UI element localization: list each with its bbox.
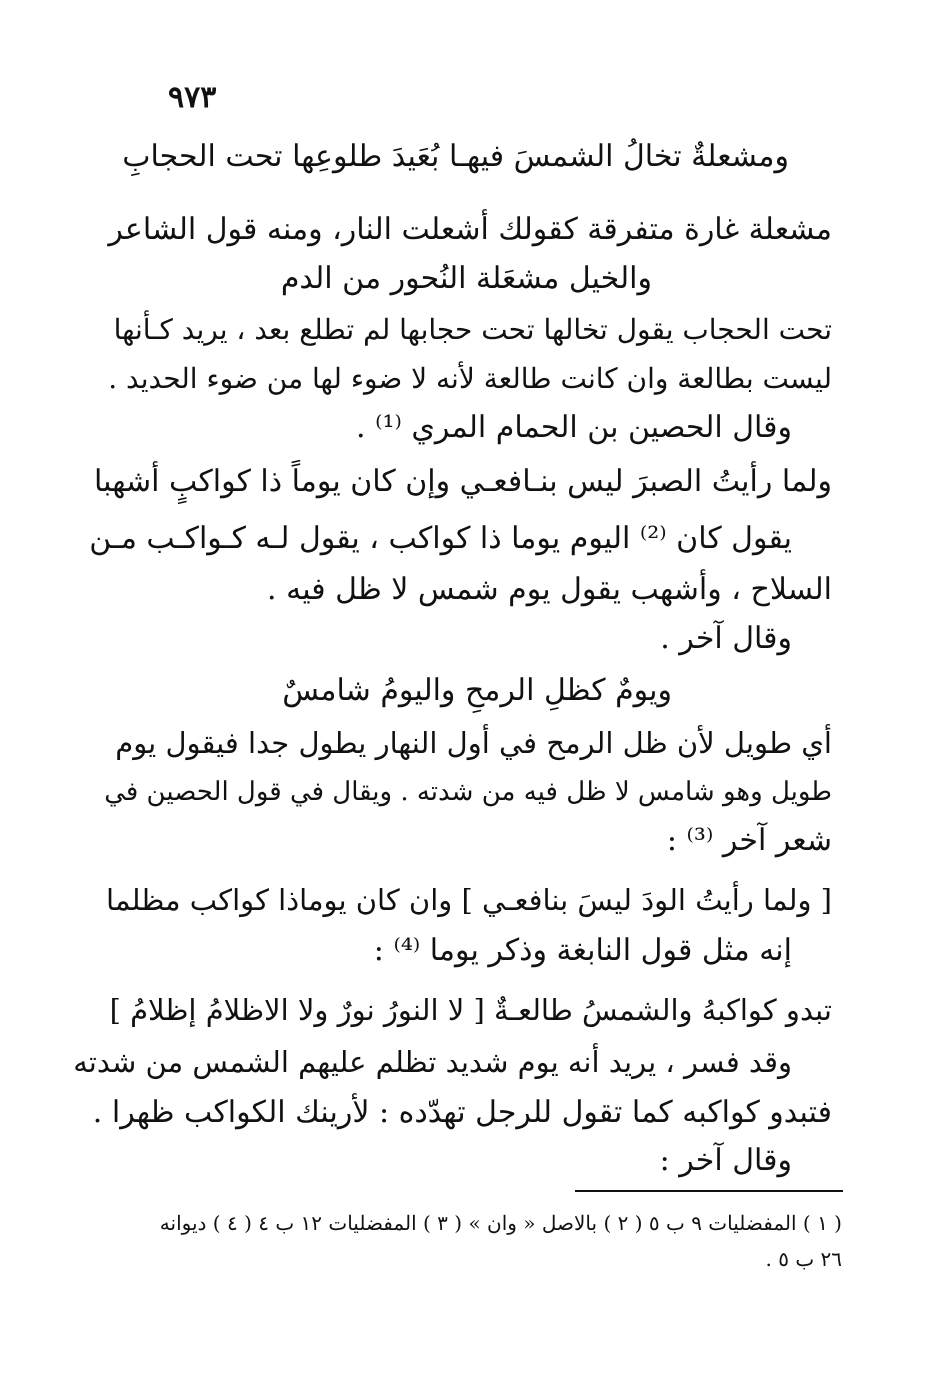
verse-line: ويومٌ كظلِ الرمحِ واليومُ شامسٌ [282, 673, 672, 708]
text-line: وقد فسر ، يريد أنه يوم شديد تظلم عليهم الشمس من شدته [73, 1045, 792, 1079]
text-line: وقال آخر . [660, 621, 792, 656]
text-line: تحت الحجاب يقول تخالها تحت حجابها لم تطلع بعد ، يريد كـأنها [113, 313, 832, 346]
page-number: ٩٧٣ [168, 80, 217, 115]
footnote-line: ( ١ ) المفضليات ٩ ب ٥ ( ٢ ) بالاصل « وان » ( ٣ ) المفضليات ١٢ ب ٤ ( ٤ ) ديوانه [159, 1211, 842, 1235]
text-line: يقول كان ⁽²⁾ اليوم يوما ذا كواكب ، يقول لـه كـواكـب مـن [89, 521, 792, 556]
verse-line: [ ولما رأيتُ الودَ ليسَ بنافعـي ] وان كان يوماذا كواكب مظلما [106, 883, 832, 917]
verse-line: ومشعلةٌ تخالُ الشمسَ فيهـا بُعَيدَ طلوعِها تحت الحجابِ [122, 139, 789, 174]
text-line: إنه مثل قول النابغة وذكر يوما ⁽⁴⁾ : [373, 933, 792, 968]
text-line: مشعلة غارة متفرقة كقولك أشعلت النار، ومنه قول الشاعر [108, 212, 832, 247]
verse-line: ولما رأيتُ الصبرَ ليس بنـافعـي وإن كان يوماً ذا كواكبٍ أشهبا [94, 464, 832, 499]
text-line: والخيل مشعَلة النُحور من الدم [280, 261, 652, 296]
text-line: فتبدو كواكبه كما تقول للرجل تهدّده : لأرينك الكواكب ظهرا . [92, 1095, 832, 1130]
text-line: وقال الحصين بن الحمام المري ⁽¹⁾ . [356, 410, 792, 445]
text-line: وقال آخر : [659, 1143, 792, 1178]
text-line: ليست بطالعة وان كانت طالعة لأنه لا ضوء لها من ضوء الحديد . [108, 362, 832, 395]
footnote-line: ٢٦ ب ٥ . [765, 1247, 842, 1271]
text-line: أي طويل لأن ظل الرمح في أول النهار يطول جدا فيقول يوم [115, 726, 832, 760]
text-line: شعر آخر ⁽³⁾ : [666, 823, 832, 858]
text-line: طويل وهو شامس لا ظل فيه من شدته . ويقال في قول الحصين في [104, 777, 832, 807]
text-line: السلاح ، وأشهب يقول يوم شمس لا ظل فيه . [267, 572, 832, 607]
verse-line: تبدو كواكبهُ والشمسُ طالعـةٌ [ لا النورُ نورٌ ولا الاظلامُ إظلامُ ] [109, 993, 832, 1027]
footnote-divider [575, 1190, 843, 1192]
